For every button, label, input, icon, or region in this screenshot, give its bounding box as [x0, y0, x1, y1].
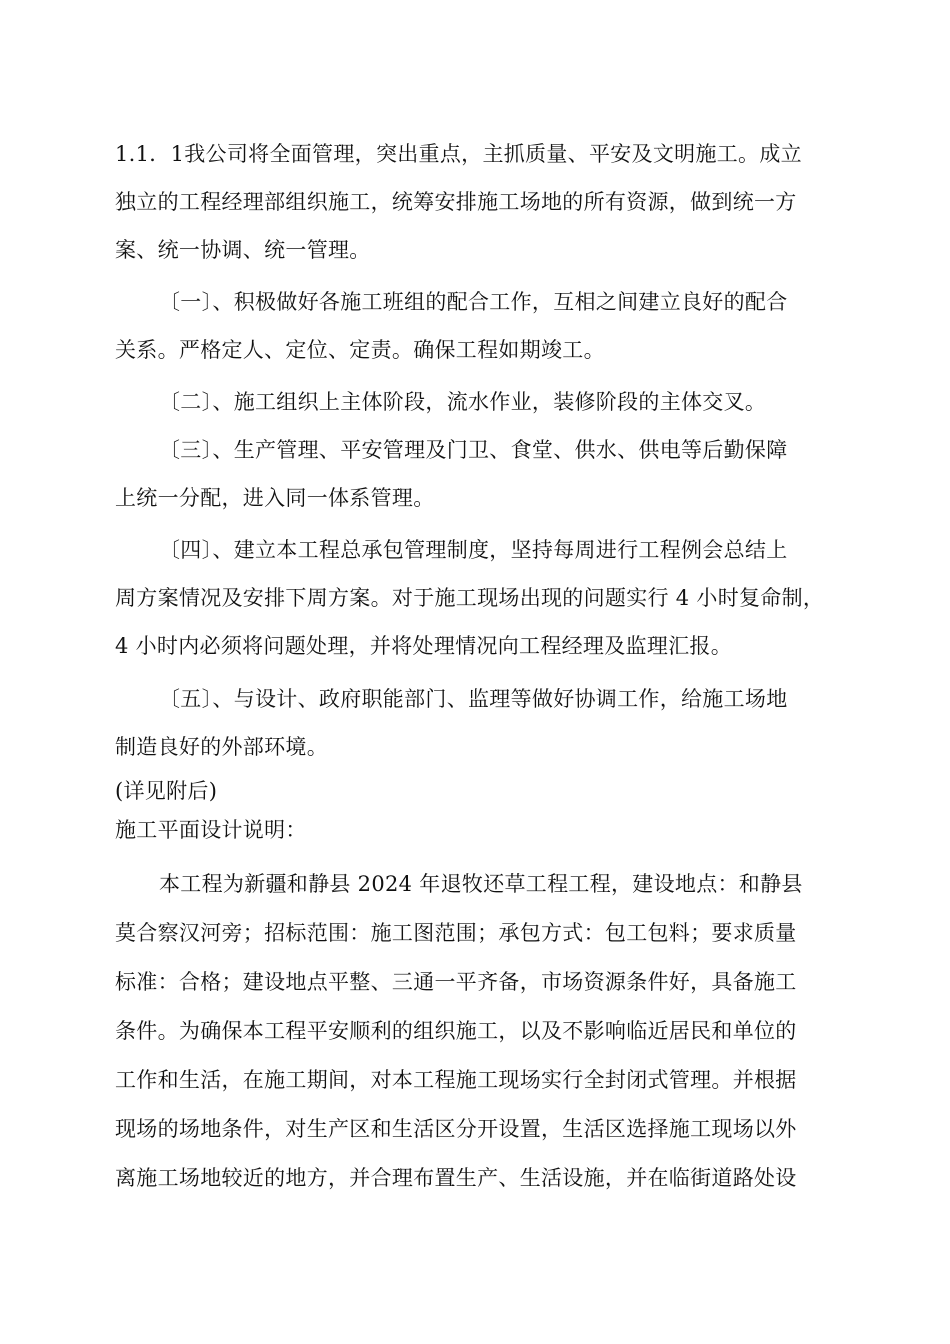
paragraph-site-layout: [115, 860, 845, 1203]
text-line: 〔五〕、与设计、政府职能部门、监理等做好协调工作，给施工场地: [159, 687, 788, 711]
text-line: 〔四〕、建立本工程总承包管理制度，坚持每周进行工程例会总结上: [159, 538, 788, 562]
text-line: 现场的场地条件，对生产区和生活区分开设置，生活区选择施工现场以外: [115, 1117, 797, 1141]
text-line: 工作和生活，在施工期间，对本工程施工现场实行全封闭式管理。并根据: [115, 1068, 797, 1092]
list-item-3: [115, 426, 845, 522]
text-line: 〔二〕、施工组织上主体阶段，流水作业，装修阶段的主体交叉。: [159, 390, 767, 414]
list-item-1: [115, 278, 845, 374]
text-line: 莫合察汉河旁；招标范围：施工图范围；承包方式：包工包料；要求质量: [115, 921, 797, 945]
text-line: 关系。严格定人、定位、定责。确保工程如期竣工。: [115, 338, 605, 362]
text-line: 标准：合格；建设地点平整、三通一平齐备，市场资源条件好，具备施工: [115, 970, 797, 994]
text-line: 施工平面设计说明：: [115, 818, 307, 842]
text-line: 案、统一协调、统一管理。: [115, 238, 371, 262]
paragraph-management-overview: [115, 130, 845, 274]
text-line: 4 小时内必须将问题处理，并将处理情况向工程经理及监理汇报。: [115, 634, 733, 658]
text-line: 〔三〕、生产管理、平安管理及门卫、食堂、供水、供电等后勤保障: [159, 438, 788, 462]
see-attached-note: [115, 772, 845, 810]
text-line: 1.1．1我公司将全面管理，突出重点，主抓质量、平安及文明施工。成立: [115, 142, 802, 166]
text-line: 制造良好的外部环境。: [115, 735, 328, 759]
text-line: 条件。为确保本工程平安顺利的组织施工，以及不影响临近居民和单位的: [115, 1019, 797, 1043]
text-line: 上统一分配，进入同一体系管理。: [115, 486, 435, 510]
text-line: 独立的工程经理部组织施工，统筹安排施工场地的所有资源，做到统一方: [115, 190, 797, 214]
text-line: 〔一〕、积极做好各施工班组的配合工作，互相之间建立良好的配合: [159, 290, 788, 314]
text-line: 离施工场地较近的地方，并合理布置生产、生活设施，并在临街道路处设: [115, 1166, 797, 1190]
list-item-4: [115, 526, 845, 670]
list-item-5: [115, 675, 845, 771]
text-line: 周方案情况及安排下周方案。对于施工现场出现的问题实行 4 小时复命制，: [115, 586, 825, 610]
section-heading: [115, 808, 845, 852]
list-item-2: [115, 378, 845, 426]
text-line: 本工程为新疆和静县 2024 年退牧还草工程工程，建设地点：和静县: [159, 872, 803, 896]
text-line: (详见附后): [115, 779, 218, 803]
